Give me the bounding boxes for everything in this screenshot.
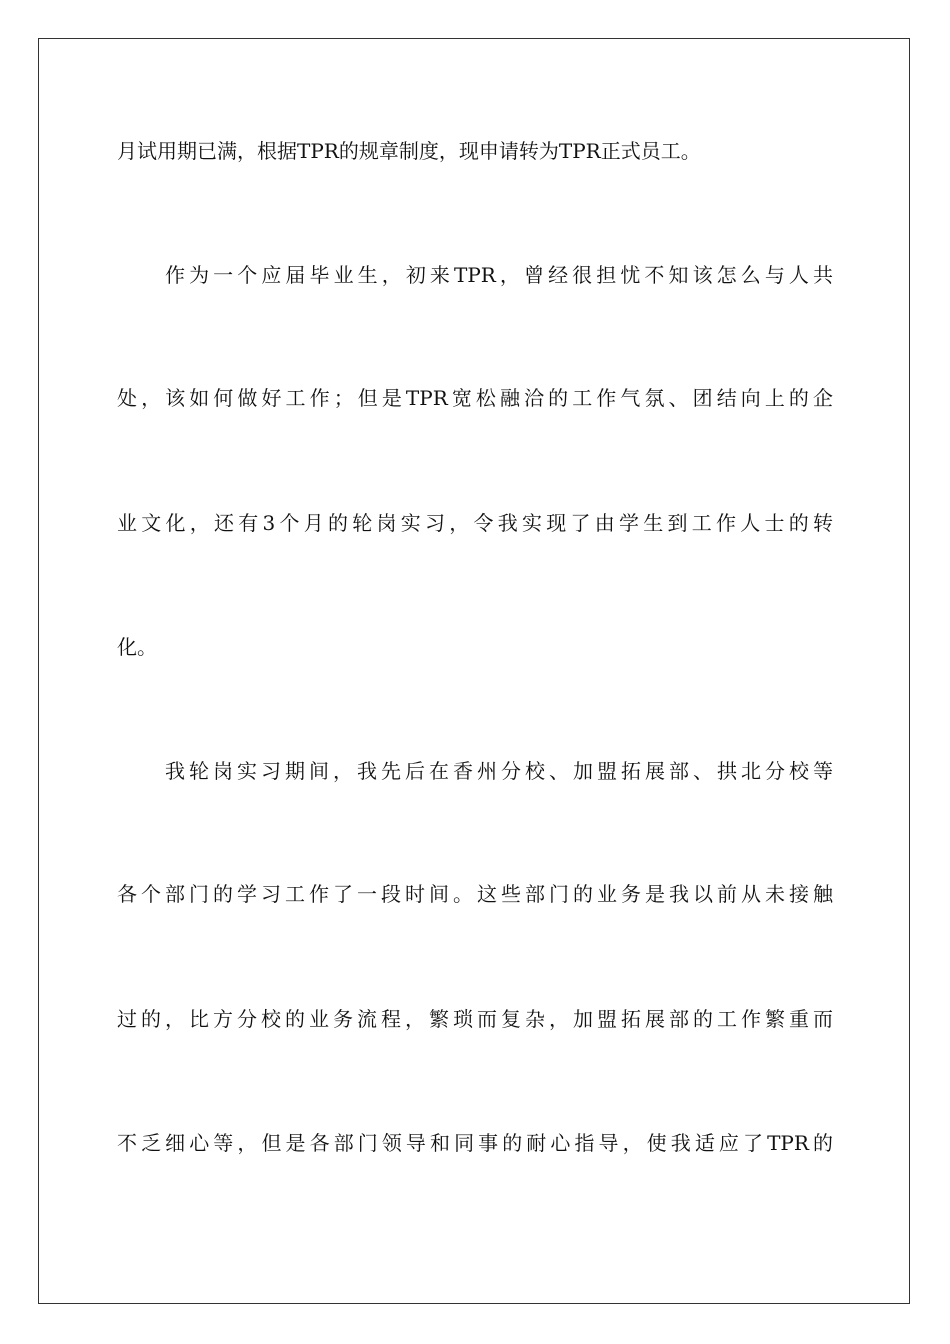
- text-line: 业文化，还有3个月的轮岗实习，令我实现了由学生到工作人士的转: [117, 511, 833, 535]
- text-line: 过的，比方分校的业务流程，繁琐而复杂，加盟拓展部的工作繁重而: [117, 1007, 833, 1031]
- text-line: 化。: [117, 635, 157, 659]
- text-line: 处，该如何做好工作；但是TPR宽松融洽的工作气氛、团结向上的企: [117, 386, 833, 410]
- text-line: 月试用期已满，根据TPR的规章制度，现申请转为TPR正式员工。: [117, 139, 701, 163]
- text-line: 各个部门的学习工作了一段时间。这些部门的业务是我以前从未接触: [117, 882, 833, 906]
- page-border: [38, 38, 910, 1304]
- paragraph-first-line: 作为一个应届毕业生，初来TPR，曾经很担忧不知该怎么与人共: [165, 263, 833, 287]
- text-line: 不乏细心等，但是各部门领导和同事的耐心指导，使我适应了TPR的: [117, 1131, 833, 1155]
- paragraph-first-line: 我轮岗实习期间，我先后在香州分校、加盟拓展部、拱北分校等: [165, 759, 833, 783]
